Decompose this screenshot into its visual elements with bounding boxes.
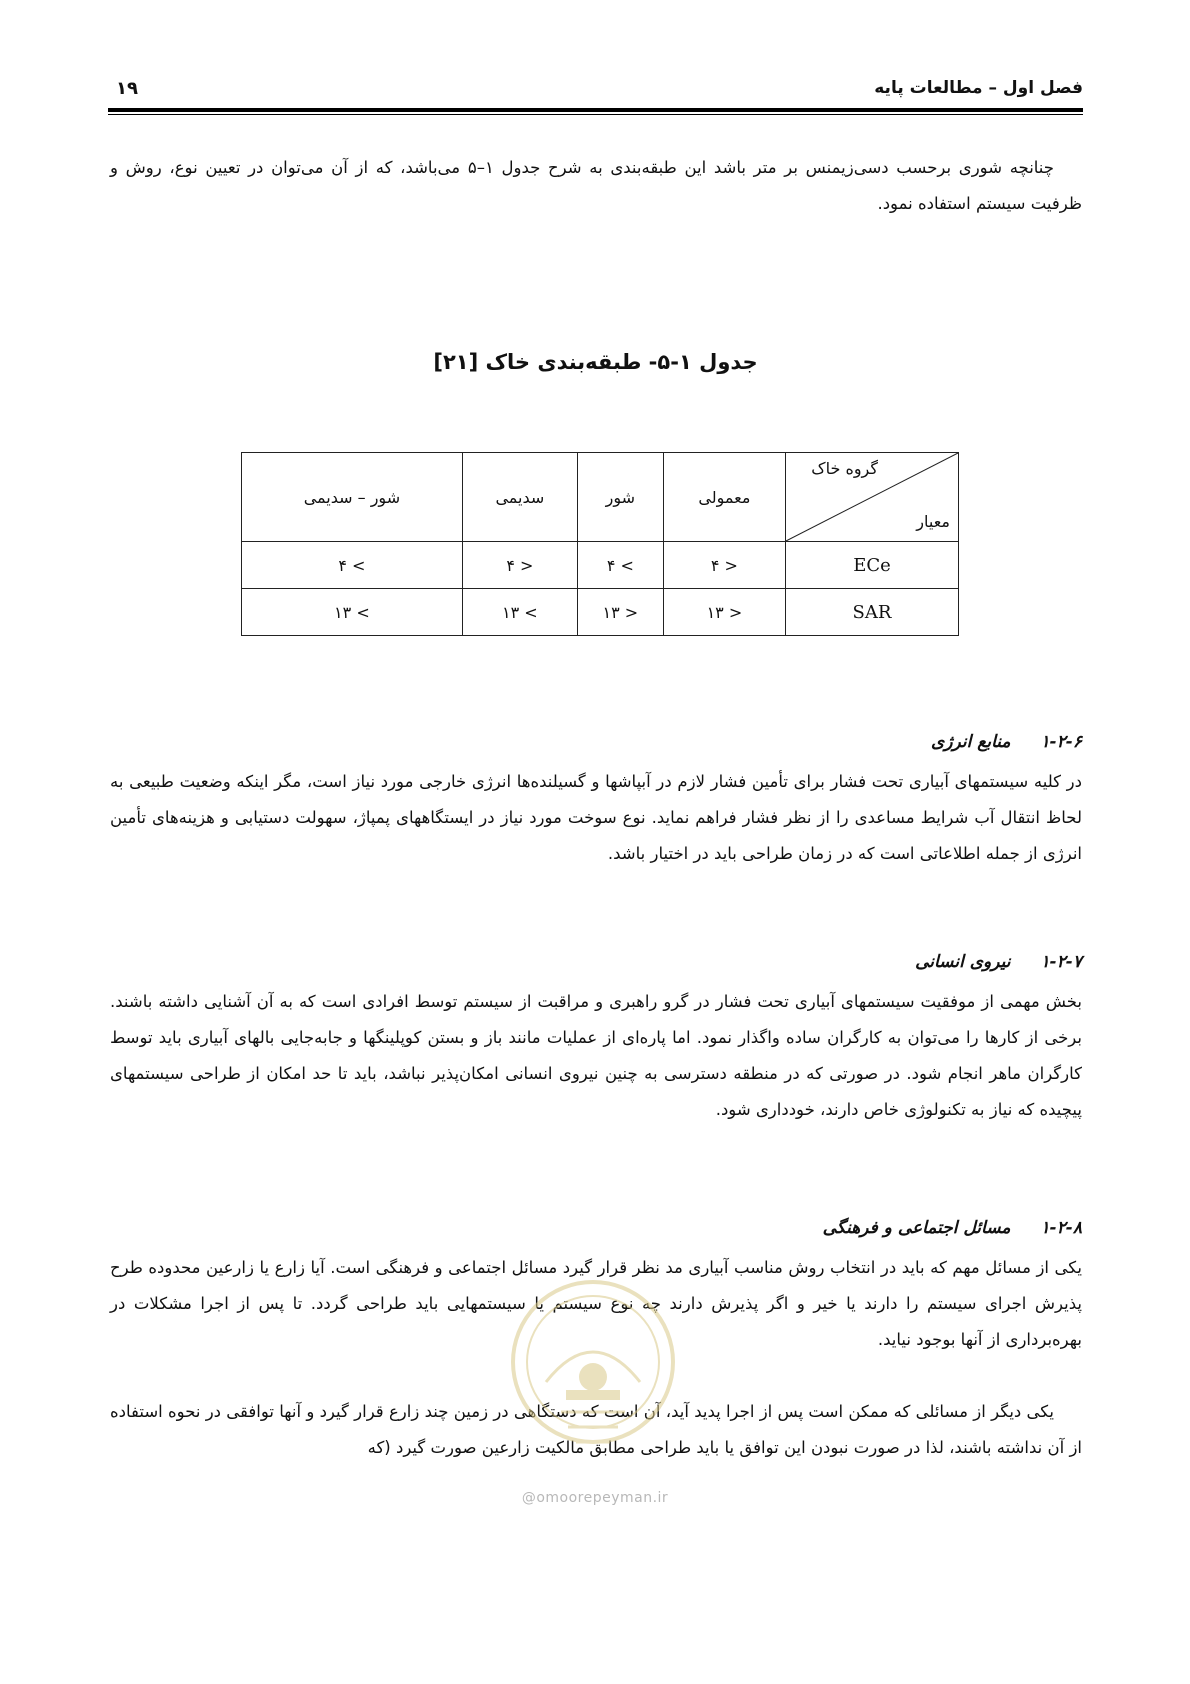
watermark-site: @omoorepeyman.ir bbox=[521, 1490, 669, 1506]
column-header: سدیمی bbox=[462, 453, 577, 542]
section-heading bbox=[915, 952, 1082, 972]
table-cell: < ۱۳ bbox=[577, 589, 663, 636]
section-number: ۱-۲-۷ bbox=[1040, 952, 1082, 972]
corner-label-criterion: معیار bbox=[916, 512, 950, 531]
corner-label-soil-group: گروه خاک bbox=[811, 459, 878, 478]
section-paragraph: یکی دیگر از مسائلی که ممکن است پس از اجرا پدید آید، آن است که دستگاهی در زمین چند زارع قرار گیرد و آنها توافقی در نحوه استفاده از آن نداشته باشند، لذا در صورت نبودن این توافق یا باید طراحی مطابق مالکیت زارعین صورت گیرد (که bbox=[110, 1402, 1082, 1457]
table-cell: < ۱۳ bbox=[663, 589, 785, 636]
chapter-title: فصل اول – مطالعات پایه bbox=[874, 78, 1083, 98]
column-header: شور bbox=[577, 453, 663, 542]
table-cell: < ۴ bbox=[462, 542, 577, 589]
row-label: SAR bbox=[786, 589, 959, 636]
table-cell: > ۴ bbox=[242, 542, 463, 589]
section-paragraph: یکی از مسائل مهم که باید در انتخاب روش مناسب آبیاری مد نظر قرار گیرد مسائل اجتماعی و فرهنگی است. آیا زارع یا زارعین محدوده طرح پذیرش اجرای سیستم را دارند یا خیر و اگر پذیرش دارند چه نوع سیستم یا سیستمهایی باید طراحی گردد. تا پس از اجرا مشکلات در بهره‌برداری از آنها بوجود نیاید. bbox=[110, 1258, 1082, 1349]
table-header-row bbox=[242, 453, 959, 542]
section-title: مسائل اجتماعی و فرهنگی bbox=[822, 1218, 1011, 1238]
section-title: منابع انرژی bbox=[931, 732, 1011, 752]
page-number: ۱۹ bbox=[116, 78, 138, 99]
table-corner-cell bbox=[786, 453, 959, 542]
column-header: معمولی bbox=[663, 453, 785, 542]
section-paragraph: بخش مهمی از موفقیت سیستمهای آبیاری تحت فشار در گرو راهبری و مراقبت از سیستم توسط افرادی است که به آن آشنایی داشته باشند. برخی از کارها را می‌توان به کارگران ساده واگذار نمود. اما پاره‌ای از عملیات مانند باز و بستن کوپلینگها و جابه‌جایی بالهای آبیاری باید توسط کارگران ماهر انجام شود. در صورتی که در منطقه دسترسی به چنین نیروی انسانی امکان‌پذیر نباشد، باید تا حد امکان از طراحی سیستمهای پیچیده که نیاز به تکنولوژی خاص دارند، خودداری شود. bbox=[110, 992, 1082, 1119]
header-rule-thick bbox=[108, 108, 1083, 112]
row-label: ECe bbox=[786, 542, 959, 589]
soil-classification-table bbox=[241, 452, 959, 636]
section-heading bbox=[931, 732, 1082, 752]
section-number: ۱-۲-۸ bbox=[1040, 1218, 1082, 1238]
watermark-seal-icon bbox=[506, 1262, 680, 1478]
table-row bbox=[242, 542, 959, 589]
section-paragraph: در کلیه سیستمهای آبیاری تحت فشار برای تأمین فشار لازم در آبپاشها و گسیلنده‌ها انرژی خارجی مورد نیاز است، مگر اینکه وضعیت طبیعی به لحاظ انتقال آب شرایط مساعدی را از نظر فشار فراهم نماید. نوع سوخت مورد نیاز در ایستگاههای پمپاژ، سهولت دستیابی و هزینه‌های تأمین انرژی از جمله اطلاعاتی است که در زمان طراحی باید در اختیار باشد. bbox=[110, 772, 1082, 863]
column-header: شور – سدیمی bbox=[242, 453, 463, 542]
table-cell: > ۴ bbox=[577, 542, 663, 589]
table-row bbox=[242, 589, 959, 636]
running-header bbox=[108, 76, 1083, 106]
table-cell: > ۱۳ bbox=[242, 589, 463, 636]
section-title: نیروی انسانی bbox=[915, 952, 1011, 972]
table-cell: > ۱۳ bbox=[462, 589, 577, 636]
table-cell: < ۴ bbox=[663, 542, 785, 589]
intro-paragraph: چنانچه شوری برحسب دسی‌زیمنس بر متر باشد این طبقه‌بندی به شرح جدول ۱–۵ می‌باشد، که از آن می‌توان در تعیین نوع، روش و ظرفیت سیستم استفاده نمود. bbox=[110, 158, 1082, 213]
section-heading bbox=[823, 1218, 1082, 1238]
table-caption: جدول ۱-۵- طبقه‌بندی خاک [۲۱] bbox=[433, 350, 758, 374]
header-rule-thin bbox=[108, 114, 1083, 115]
section-number: ۱-۲-۶ bbox=[1040, 732, 1082, 752]
